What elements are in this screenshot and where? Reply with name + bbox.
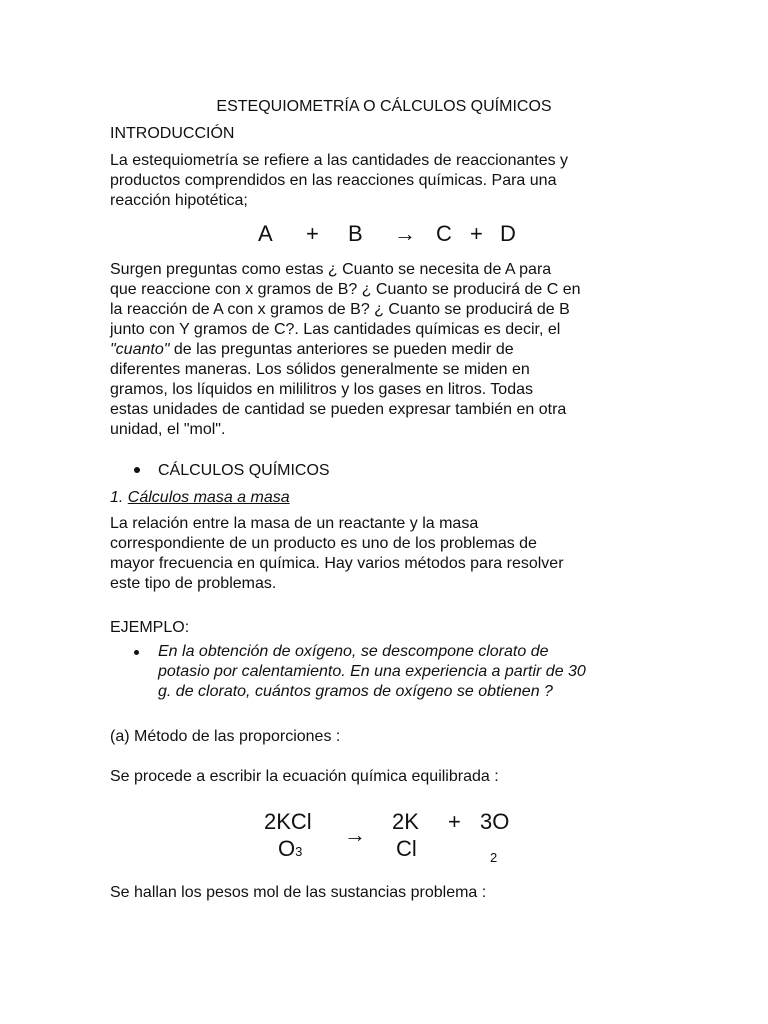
paragraph-line: correspondiente de un producto es uno de los problemas de <box>110 535 537 552</box>
plus-sign: + <box>470 221 483 246</box>
reactant-subscript: 3 <box>295 844 303 859</box>
plus-sign: + <box>306 221 319 246</box>
product2-subscript: 2 <box>490 850 498 865</box>
reactant-bottom <box>278 836 302 865</box>
paragraph-line: unidad, el "mol". <box>110 421 226 438</box>
method-heading: (a) Método de las proporciones : <box>110 728 341 745</box>
section-title-text: Cálculos masa a masa <box>127 489 290 506</box>
paragraph-line: La relación entre la masa de un reactante y la masa <box>110 515 479 532</box>
product-c: C <box>436 221 452 246</box>
procedure-text: Se procede a escribir la ecuación química equilibrada : <box>110 768 499 785</box>
paragraph-line: productos comprendidos en las reacciones químicas. Para una <box>110 172 557 189</box>
section-number: 1. <box>110 489 128 506</box>
paragraph-line: estas unidades de cantidad se pueden expresar también en otra <box>110 401 567 418</box>
paragraph-line: g. de clorato, cuántos gramos de oxígeno se obtienen ? <box>158 683 553 700</box>
paragraph-line: mayor frecuencia en química. Hay varios métodos para resolver <box>110 555 564 572</box>
document-title: ESTEQUIOMETRÍA O CÁLCULOS QUÍMICOS <box>216 98 552 115</box>
paragraph-line: junto con Y gramos de C?. Las cantidades químicas es decir, el <box>110 321 561 338</box>
reactant-top: 2KCl <box>264 809 312 834</box>
calculos-heading: CÁLCULOS QUÍMICOS <box>158 462 330 479</box>
paragraph-line: diferentes maneras. Los sólidos generalmente se miden en <box>110 361 530 378</box>
paragraph-line: potasio por calentamiento. En una experiencia a partir de 30 <box>158 663 586 680</box>
product-d: D <box>500 221 516 246</box>
example-heading: EJEMPLO: <box>110 619 190 636</box>
reactant-bottom-text: O <box>278 836 296 861</box>
intro-heading: INTRODUCCIÓN <box>110 125 235 142</box>
reactant-b: B <box>348 221 363 246</box>
product1-bottom: Cl <box>396 836 417 861</box>
paragraph-line: reacción hipotética; <box>110 192 248 209</box>
line-text: de las preguntas anteriores se pueden medir de <box>169 341 514 358</box>
paragraph-line: La estequiometría se refiere a las cantidades de reaccionantes y <box>110 152 569 169</box>
paragraph-line: que reaccione con x gramos de B? ¿ Cuanto se producirá de C en <box>110 281 581 298</box>
paragraph-line: Surgen preguntas como estas ¿ Cuanto se necesita de A para <box>110 261 552 278</box>
product2-top: 3O <box>480 809 510 834</box>
paragraph-line: la reacción de A con x gramos de B? ¿ Cuanto se producirá de B <box>110 301 570 318</box>
molar-mass-text: Se hallan los pesos mol de las sustancias problema : <box>110 884 487 901</box>
reactant-a: A <box>258 221 273 246</box>
italic-word: "cuanto" <box>110 341 170 358</box>
paragraph-line: gramos, los líquidos en mililitros y los gases en litros. Todas <box>110 381 533 398</box>
product1-top: 2K <box>392 809 419 834</box>
plus-sign: + <box>448 809 461 834</box>
paragraph-line: este tipo de problemas. <box>110 575 277 592</box>
paragraph-line: En la obtención de oxígeno, se descompone clorato de <box>158 643 549 660</box>
equation-arrow-icon: → <box>344 822 366 847</box>
reaction-arrow-icon: → <box>394 221 416 246</box>
